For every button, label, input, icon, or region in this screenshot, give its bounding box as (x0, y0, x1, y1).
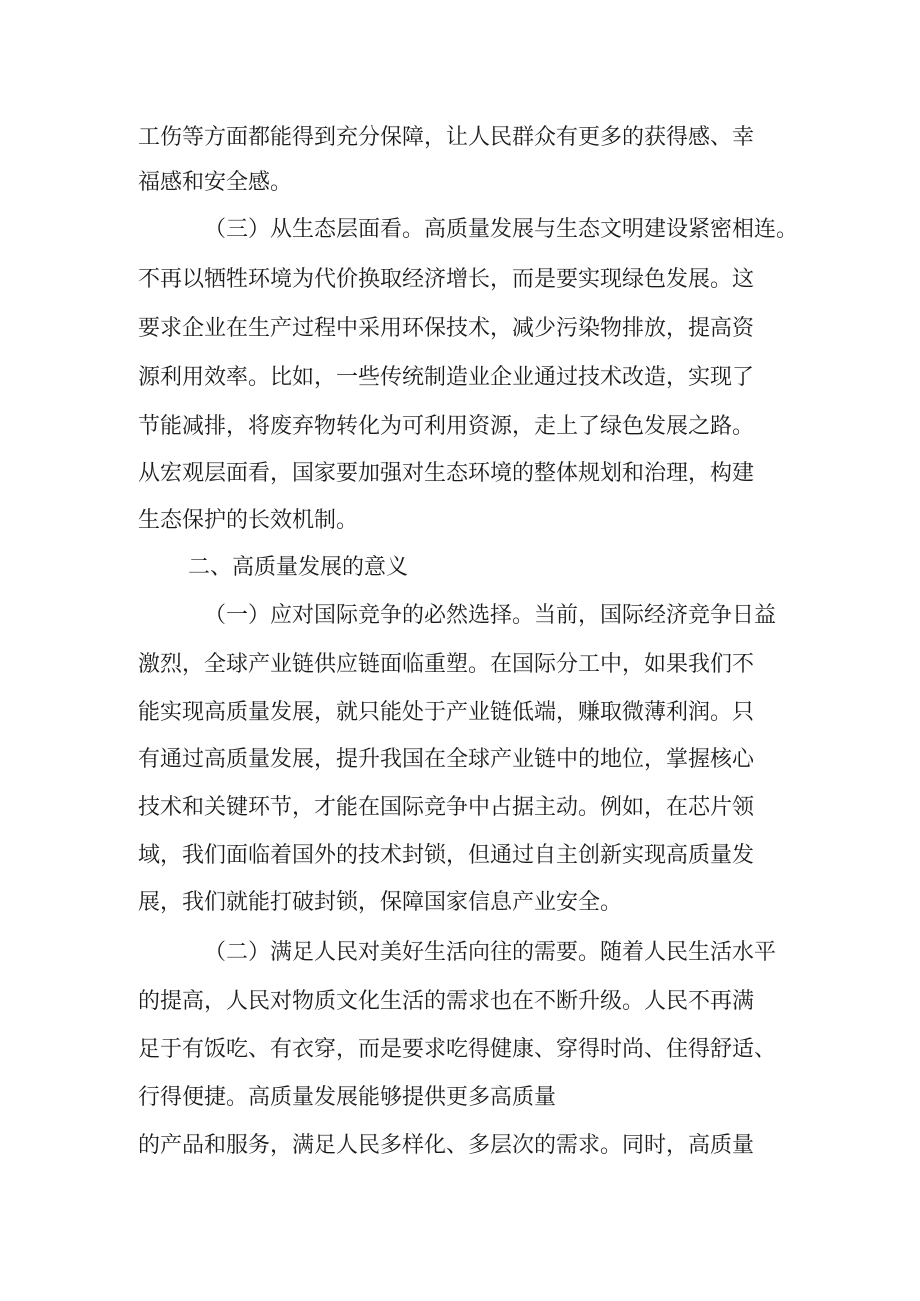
text-line: 有通过高质量发展，提升我国在全球产业链中的地位，掌握核心 (138, 747, 755, 772)
text-line: 能实现高质量发展，就只能处于产业链低端，赚取微薄利润。只 (138, 700, 755, 725)
text-line: 行得便捷。高质量发展能够提供更多高质量 (138, 1085, 557, 1110)
text-line: 要求企业在生产过程中采用环保技术，减少污染物排放，提高资 (138, 316, 755, 341)
text-line: 工伤等方面都能得到充分保障，让人民群众有更多的获得感、幸 (138, 125, 755, 150)
text-line: 域，我们面临着国外的技术封锁，但通过自主创新实现高质量发 (138, 843, 755, 868)
text-line: 的提高，人民对物质文化生活的需求也在不断升级。人民不再满 (138, 989, 755, 1014)
section-heading: 二、高质量发展的意义 (188, 555, 409, 580)
text-line: （一）应对国际竞争的必然选择。当前，国际经济竞争日益 (204, 603, 777, 628)
text-line: 福感和安全感。 (138, 170, 293, 195)
text-line: 展，我们就能打破封锁，保障国家信息产业安全。 (138, 890, 623, 915)
text-line: 激烈，全球产业链供应链面临重塑。在国际分工中，如果我们不 (138, 652, 755, 677)
text-line: 的产品和服务，满足人民多样化、多层次的需求。同时，高质量 (138, 1133, 755, 1158)
text-line: 节能减排，将废弃物转化为可利用资源，走上了绿色发展之路。 (138, 414, 755, 439)
text-line: 源利用效率。比如，一些传统制造业企业通过技术改造，实现了 (138, 365, 755, 390)
text-line: （二）满足人民对美好生活向往的需要。随着人民生活水平 (204, 940, 777, 965)
text-line: （三）从生态层面看。高质量发展与生态文明建设紧密相连。 (204, 217, 799, 242)
text-line: 足于有饭吃、有衣穿，而是要求吃得健康、穿得时尚、住得舒适、 (138, 1037, 777, 1062)
text-line: 技术和关键环节，才能在国际竞争中占据主动。例如，在芯片领 (138, 795, 755, 820)
text-line: 生态保护的长效机制。 (138, 508, 359, 533)
text-line: 不再以牺牲环境为代价换取经济增长，而是要实现绿色发展。这 (138, 267, 755, 292)
text-line: 从宏观层面看，国家要加强对生态环境的整体规划和治理，构建 (138, 461, 755, 486)
